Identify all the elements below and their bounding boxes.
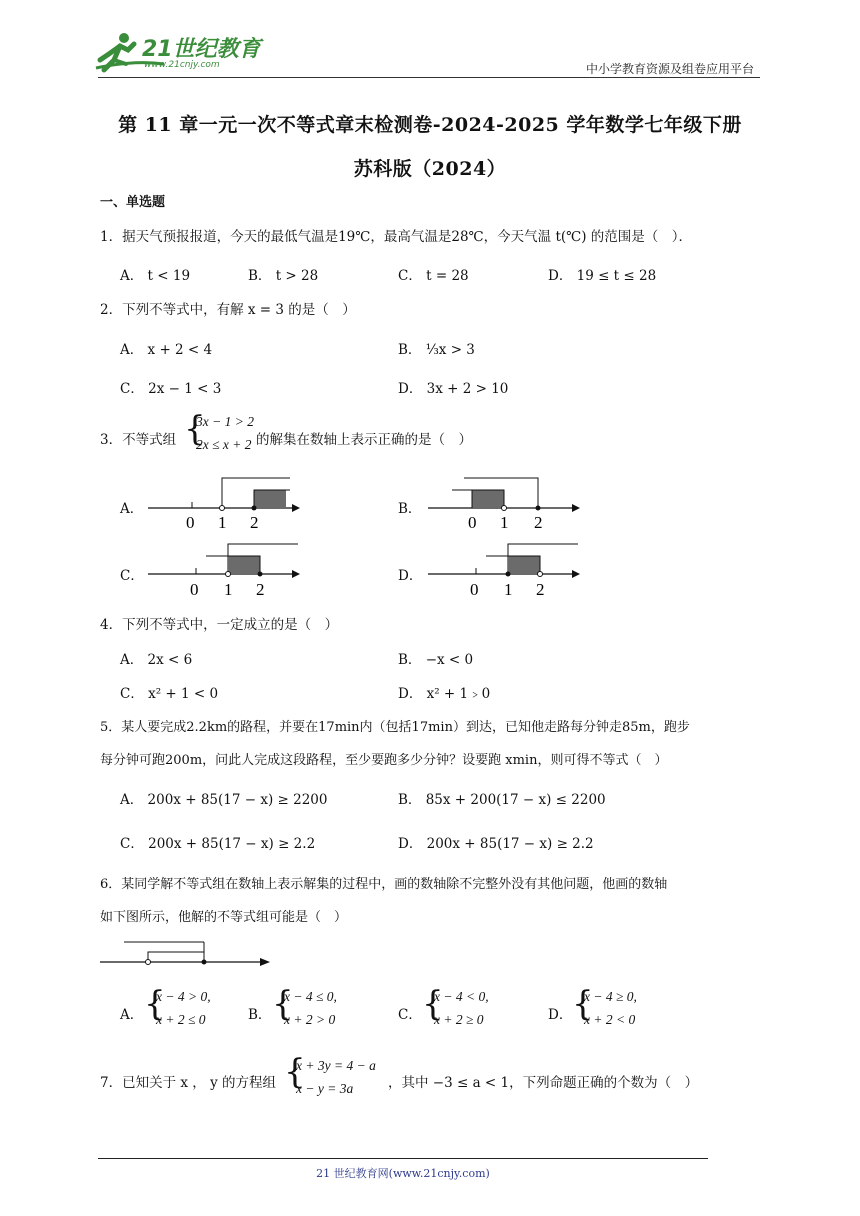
q7-system-line1: x + 3y = 4 − a	[296, 1058, 376, 1073]
q6-b-line2: x + 2 > 0	[284, 1012, 336, 1027]
tick-label: 2	[250, 513, 259, 532]
page-title-line1: 第 11 章一元一次不等式章末检测卷-2024-2025 学年数学七年级下册	[118, 114, 742, 136]
tick-label: 2	[536, 580, 545, 599]
q7-system-brace: {	[284, 1052, 306, 1092]
q1-option-b[interactable]: B． t > 28	[248, 268, 319, 284]
q7-system-line2: x − y = 3a	[296, 1081, 354, 1096]
tick-label: 0	[468, 513, 477, 532]
q6-option-d[interactable]: D．	[548, 1007, 573, 1023]
q2-option-d[interactable]: D． 3x + 2 > 10	[398, 381, 509, 397]
q1-option-d[interactable]: D． 19 ≤ t ≤ 28	[548, 268, 657, 284]
q6-c-brace: {	[422, 984, 444, 1024]
q6-option-c[interactable]: C．	[398, 1007, 422, 1023]
q3-system-line1: 3x − 1 > 2	[196, 414, 254, 429]
q3-system-brace: {	[184, 409, 206, 449]
q3-numberline-b	[420, 470, 590, 536]
q6-d-line1: x − 4 ≥ 0,	[584, 989, 637, 1004]
q3-option-a[interactable]: A．	[120, 501, 144, 517]
footer-text[interactable]: 21 世纪教育网(www.21cnjy.com)	[316, 1167, 490, 1180]
question-5-stem-line2: 每分钟可跑200m，问此人完成这段路程，至少要跑多少分钟？设要跑 xmin，则可得不等式（ ）	[100, 753, 668, 768]
q4-option-b[interactable]: B． −x < 0	[398, 652, 474, 668]
question-3-stem-pre: 3．不等式组	[100, 432, 177, 448]
logo	[94, 30, 264, 76]
tick-label: 1	[504, 580, 513, 599]
question-5-stem-line1: 5．某人要完成2.2km的路程，并要在17min内（包括17min）到达，已知他走路每分钟走85m，跑步	[100, 720, 690, 735]
q6-a-brace: {	[144, 984, 166, 1024]
q3-numberline-c	[140, 538, 310, 604]
logo-text: 21世纪教育	[142, 37, 261, 62]
q2-option-c[interactable]: C． 2x − 1 < 3	[120, 381, 222, 397]
tick-label: 0	[186, 513, 195, 532]
tick-label: 1	[500, 513, 509, 532]
q3-numberline-d	[420, 538, 590, 604]
header-right-text: 中小学教育资源及组卷应用平台	[585, 62, 754, 76]
q2-option-b[interactable]: B． ⅓x > 3	[398, 342, 475, 358]
question-3-stem-post: 的解集在数轴上表示正确的是（ ）	[256, 432, 472, 448]
q4-option-c[interactable]: C． x² + 1 < 0	[120, 686, 219, 702]
q4-option-d[interactable]: D． x² + 1﹥0	[398, 686, 491, 702]
q6-option-b[interactable]: B．	[248, 1007, 272, 1023]
page-title-line2: 苏科版（2024）	[353, 158, 507, 180]
question-4-stem: 4．下列不等式中，一定成立的是（ ）	[100, 617, 339, 633]
tick-label: 1	[224, 580, 233, 599]
tick-label: 0	[470, 580, 479, 599]
question-6-stem-line2: 如下图所示，他解的不等式组可能是（ ）	[100, 910, 348, 925]
question-2-stem: 2．下列不等式中，有解 x = 3 的是（ ）	[100, 302, 356, 318]
q3-option-d[interactable]: D．	[398, 568, 423, 584]
q5-option-b[interactable]: B． 85x + 200(17 − x) ≤ 2200	[398, 792, 606, 808]
q6-a-line1: x − 4 > 0,	[156, 989, 211, 1004]
q6-d-brace: {	[572, 984, 594, 1024]
q3-option-c[interactable]: C．	[120, 568, 144, 584]
q6-b-brace: {	[272, 984, 294, 1024]
section-heading: 一、单选题	[100, 195, 166, 210]
footer-divider	[98, 1158, 708, 1159]
q6-c-line1: x − 4 < 0,	[434, 989, 489, 1004]
q6-d-line2: x + 2 < 0	[584, 1012, 636, 1027]
tick-label: 2	[534, 513, 543, 532]
q6-a-line2: x + 2 ≤ 0	[156, 1012, 206, 1027]
tick-label: 0	[190, 580, 199, 599]
tick-label: 1	[218, 513, 227, 532]
q5-option-d[interactable]: D． 200x + 85(17 − x) ≥ 2.2	[398, 836, 594, 852]
tick-label: 2	[256, 580, 265, 599]
logo-url: www.21cnjy.com	[144, 60, 220, 70]
q5-option-c[interactable]: C． 200x + 85(17 − x) ≥ 2.2	[120, 836, 316, 852]
q6-c-line2: x + 2 ≥ 0	[434, 1012, 484, 1027]
q6-numberline	[96, 934, 276, 970]
q6-b-line1: x − 4 ≤ 0,	[284, 989, 337, 1004]
q3-option-b[interactable]: B．	[398, 501, 422, 517]
q5-option-a[interactable]: A． 200x + 85(17 − x) ≥ 2200	[120, 792, 328, 808]
q4-option-a[interactable]: A． 2x < 6	[120, 652, 193, 668]
q6-option-a[interactable]: A．	[120, 1007, 144, 1023]
q3-system-line2: 2x ≤ x + 2	[196, 437, 252, 452]
question-7-stem-post: ，其中 −3 ≤ a < 1，下列命题正确的个数为（ ）	[388, 1075, 699, 1091]
question-6-stem-line1: 6．某同学解不等式组在数轴上表示解集的过程中，画的数轴除不完整外没有其他问题，他画的数轴	[100, 877, 668, 892]
question-1-stem: 1．据天气预报报道，今天的最低气温是19℃，最高气温是28℃，今天气温 t(℃) 的范围是（ ）．	[100, 229, 693, 245]
q3-numberline-a	[140, 470, 310, 536]
q1-option-c[interactable]: C． t = 28	[398, 268, 469, 284]
q1-option-a[interactable]: A． t < 19	[120, 268, 191, 284]
q2-option-a[interactable]: A． x + 2 < 4	[120, 342, 213, 358]
header-divider	[98, 77, 760, 78]
question-7-stem-pre: 7．已知关于 x ， y 的方程组	[100, 1075, 276, 1091]
